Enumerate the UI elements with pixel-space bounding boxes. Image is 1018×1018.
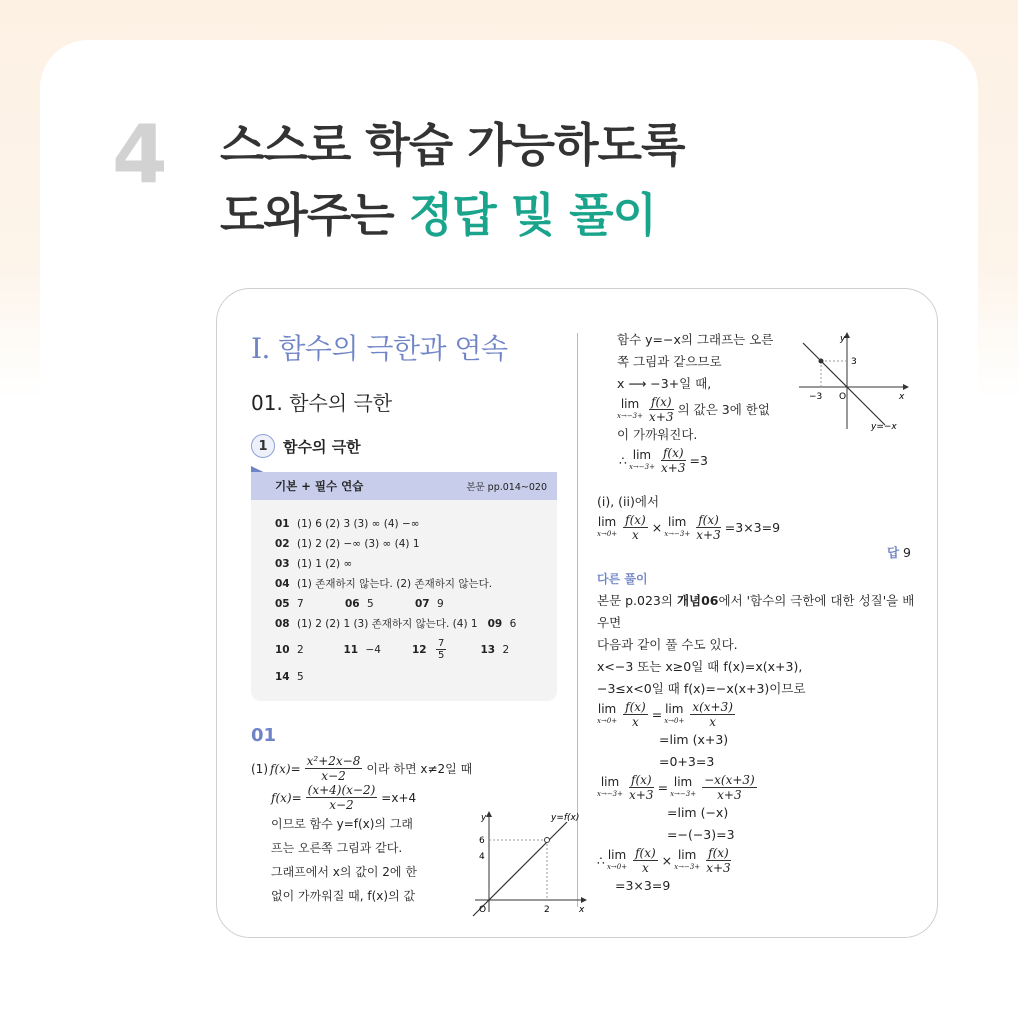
graph2-y-label: y <box>840 334 846 344</box>
answer-row: 10 2 11 −4 12 $\frac{7}{5}$ 13 2 <box>275 638 510 661</box>
answer-row: 04 (1) 존재하지 않는다. (2) 존재하지 않는다. <box>275 578 493 590</box>
alt-solution-title: 다른 풀이 <box>597 572 648 586</box>
headline-line-1: 스스로 학습 가능하도록 <box>220 118 685 172</box>
graph1-function-label: y=f(x) <box>551 813 580 823</box>
graph1-tick: 2 <box>544 905 550 915</box>
graph2-x-label: x <box>899 392 905 402</box>
graph2-origin: O <box>839 392 847 402</box>
headline-line-2: 도와주는 정답 및 풀이 <box>220 188 656 242</box>
graph2-tick: −3 <box>809 392 823 402</box>
answer-row: 08 (1) 2 (2) 1 (3) 존재하지 않는다. (4) 1 09 6 <box>275 618 517 630</box>
graph-y-equals-minus-x <box>795 329 911 433</box>
answer-row: 14 5 <box>275 671 304 683</box>
solution-text: (1) f(x)= $\frac{\text{x²+2x−8}}{x-2}$ 이라 하면 x≠2일 때 f(x)= $\frac{(x+4)(x-2)}{x-2}$ =x+4 이므로 함수 y=f(x)의 그래 프는 오른쪽 그림과 같다. 그래프에서 x의 값이 2에 한 없이 가까워질 때, f(x)의 값 y x O 6 4 2 y=f(x) <box>251 754 561 908</box>
answer-row: 03 (1) 1 (2) ∞ <box>275 558 353 570</box>
feature-number: 4 <box>112 108 166 201</box>
graph-y-equals-fx <box>469 808 589 918</box>
final-answer: 답 9 <box>886 545 911 560</box>
graph1-x-label: x <box>579 905 585 915</box>
left-column <box>251 327 585 915</box>
graph1-tick: 4 <box>479 852 485 862</box>
subsection-title: 1 함수의 극한 <box>251 434 561 458</box>
answer-row: 01 (1) 6 (2) 3 (3) ∞ (4) −∞ <box>275 518 420 530</box>
graph1-origin: O <box>479 905 487 915</box>
answer-box-header: 기본 + 필수 연습 본문 pp.014~020 <box>251 472 557 500</box>
graph2-tick: 3 <box>851 357 857 367</box>
right-column: 함수 y=−x의 그래프는 오른 쪽 그림과 같으므로 x ⟶ −3+일 때, lim x→−3+ $\frac{f(x)}{x+3}$ 의 값은 3에 한없 이 가까워진다. ∴ lim x→−3+ $\frac{f(x)}{x+3}$ =3 y x O 3 −3 y=−x (i), (ii)에서 lim x→0+ $\frac{f(x)}{x}$ × lim x→−3+ $\frac{f(x)}{x+3}$ =3×3=9 답 9 다른 풀이 본문 p.023의 개념06에서 '함수의 극한에 대한 성질'을 배우면 다음과 같이 풀 수도 있다. x<−3 또는 x≥0일 때 f(x)=x(x+3), −3≤x<0일 때 f(x)=−x(x+3)이므로 lim x→0+ $\frac{f(x)}{x}$ = lim x→0+ $\frac{x(x+3)}{x}$ =lim (x+3) =0+3=3 lim x→−3+ $\frac{f(x)}{x+3}$ = lim x→−3+ $\frac{-x(x+3)}{x+3}$ =lim (−x) =−(−3)=3 ∴ lim x→0+ $\frac{f(x)}{x}$ × lim x→−3+ $\frac{f(x)}{x+3}$ =3×3=9 <box>597 329 917 897</box>
graph1-y-label: y <box>481 813 487 823</box>
graph2-function-label: y=−x <box>871 422 897 432</box>
answer-row: 02 (1) 2 (2) −∞ (3) ∞ (4) 1 <box>275 538 420 550</box>
graph1-tick: 6 <box>479 836 485 846</box>
headline <box>220 110 684 250</box>
section-title: 01. 함수의 극한 <box>251 391 393 415</box>
answer-row: 05 7 06 5 07 9 <box>275 598 444 610</box>
chapter-title: I. 함수의 극한과 연속 <box>251 332 508 365</box>
solution-page-preview <box>216 288 938 938</box>
subsection-number-badge: 1 <box>251 434 275 458</box>
question-label: 01 <box>251 725 277 746</box>
headline-accent: 정답 및 풀이 <box>408 188 656 242</box>
answer-list <box>251 500 557 701</box>
answer-box <box>251 472 557 701</box>
